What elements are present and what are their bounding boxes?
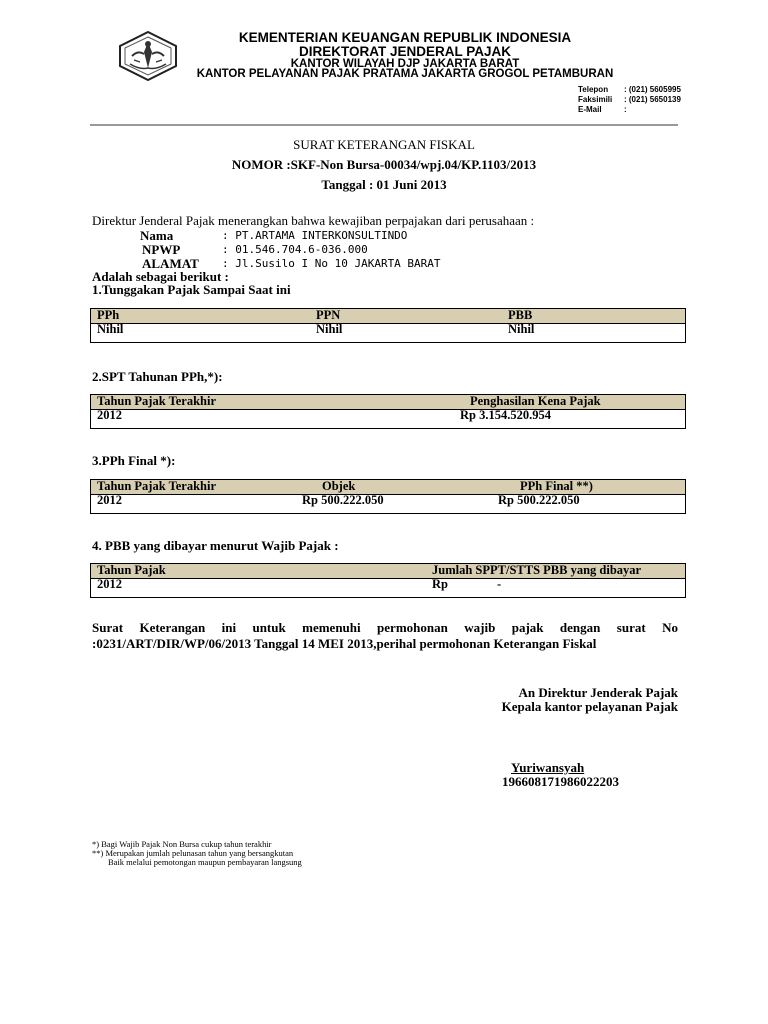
section3-value-object: Rp 500.222.050: [302, 493, 384, 507]
section4-value-currency: Rp: [432, 577, 448, 591]
section1-value-pbb: Nihil: [508, 322, 535, 336]
document-date: Tanggal : 01 Juni 2013: [321, 177, 447, 192]
document-title: SURAT KETERANGAN FISKAL: [293, 137, 475, 152]
company-npwp-label: NPWP: [142, 242, 181, 257]
section2-title: 2.SPT Tahunan PPh,*):: [92, 369, 223, 384]
section2-value-year: 2012: [97, 408, 122, 422]
section3-table-body: [90, 493, 686, 514]
section4-value-amount: -: [497, 577, 502, 591]
signature-line2: Kepala kantor pelayanan Pajak: [501, 699, 678, 714]
section3-header-pph-final: PPh Final **): [520, 479, 593, 493]
section1-title: 1.Tunggakan Pajak Sampai Saat ini: [92, 282, 291, 297]
section3-value-year: 2012: [97, 493, 122, 507]
section3-header-year: Tahun Pajak Terakhir: [97, 479, 217, 493]
contact-block: [578, 85, 681, 115]
statement-line2: :0231/ART/DIR/WP/06/2013 Tanggal 14 MEI 2013,perihal permohonan Keterangan Fiskal: [92, 636, 597, 651]
section1-header-pph: PPh: [97, 308, 120, 322]
section4-header-amount: Jumlah SPPT/STTS PBB yang dibayar: [432, 563, 642, 577]
company-name-label: Nama: [140, 228, 174, 243]
section2-value-income: Rp 3.154.520.954: [460, 408, 551, 422]
section3-header-object: Objek: [322, 479, 356, 493]
section2-header-income: Penghasilan Kena Pajak: [470, 394, 601, 408]
company-address-value: : Jl.Susilo I No 10 JAKARTA BARAT: [222, 257, 441, 270]
footnote-1: *) Bagi Wajib Pajak Non Bursa cukup tahun terakhir: [92, 839, 272, 849]
company-name-value: : PT.ARTAMA INTERKONSULTINDO: [222, 229, 408, 242]
ministry-logo: [116, 30, 180, 82]
signature-line1: An Direktur Jenderak Pajak: [518, 685, 678, 700]
contact-email: E-Mail :: [578, 105, 627, 114]
company-address-label: ALAMAT: [142, 256, 199, 271]
section1-header-pbb: PBB: [508, 308, 533, 322]
section4-header-year: Tahun Pajak: [97, 563, 166, 577]
section2-table-body: [90, 408, 686, 429]
signatory-nip: 196608171986022203: [502, 774, 619, 789]
section4-value-year: 2012: [97, 577, 122, 591]
footnote-2: **) Merupakan jumlah pelunasan tahun yang bersangkutan: [92, 848, 294, 858]
section2-header-year: Tahun Pajak Terakhir: [97, 394, 217, 408]
section1-table-body: [90, 322, 686, 343]
section4-title: 4. PBB yang dibayar menurut Wajib Pajak :: [92, 538, 339, 553]
intro-text: Direktur Jenderal Pajak menerangkan bahwa kewajiban perpajakan dari perusahaan :: [92, 213, 535, 228]
section3-value-pph-final: Rp 500.222.050: [498, 493, 580, 507]
contact-fax: Faksimili : (021) 5650139: [578, 95, 681, 104]
header-regional-office: KANTOR WILAYAH DJP JAKARTA BARAT: [290, 58, 520, 70]
section4-table-body: [90, 577, 686, 598]
section1-value-ppn: Nihil: [316, 322, 343, 336]
header-ministry: KEMENTERIAN KEUANGAN REPUBLIK INDONESIA: [238, 30, 572, 45]
footnote-3: Baik melalui pemotongan maupun pembayaran langsung: [108, 857, 302, 867]
statement-line1: Surat Keterangan ini untuk memenuhi permohonan wajib pajak dengan surat No: [92, 620, 678, 635]
section1-value-pph: Nihil: [97, 322, 124, 336]
section1-header-ppn: PPN: [316, 308, 341, 322]
document-number: NOMOR :SKF-Non Bursa-00034/wpj.04/KP.1103/2013: [231, 157, 537, 172]
section3-title: 3.PPh Final *):: [92, 453, 176, 468]
contact-phone: Telepon : (021) 5605995: [578, 85, 681, 94]
header-directorate: DIREKTORAT JENDERAL PAJAK: [298, 44, 512, 59]
signatory-name: Yuriwansyah: [511, 760, 585, 775]
company-npwp-value: : 01.546.704.6-036.000: [222, 243, 368, 256]
header-tax-office: KANTOR PELAYANAN PAJAK PRATAMA JAKARTA GROGOL PETAMBURAN: [196, 68, 614, 80]
as-follows-text: Adalah sebagai berikut :: [92, 269, 229, 284]
header-divider: [90, 124, 678, 126]
